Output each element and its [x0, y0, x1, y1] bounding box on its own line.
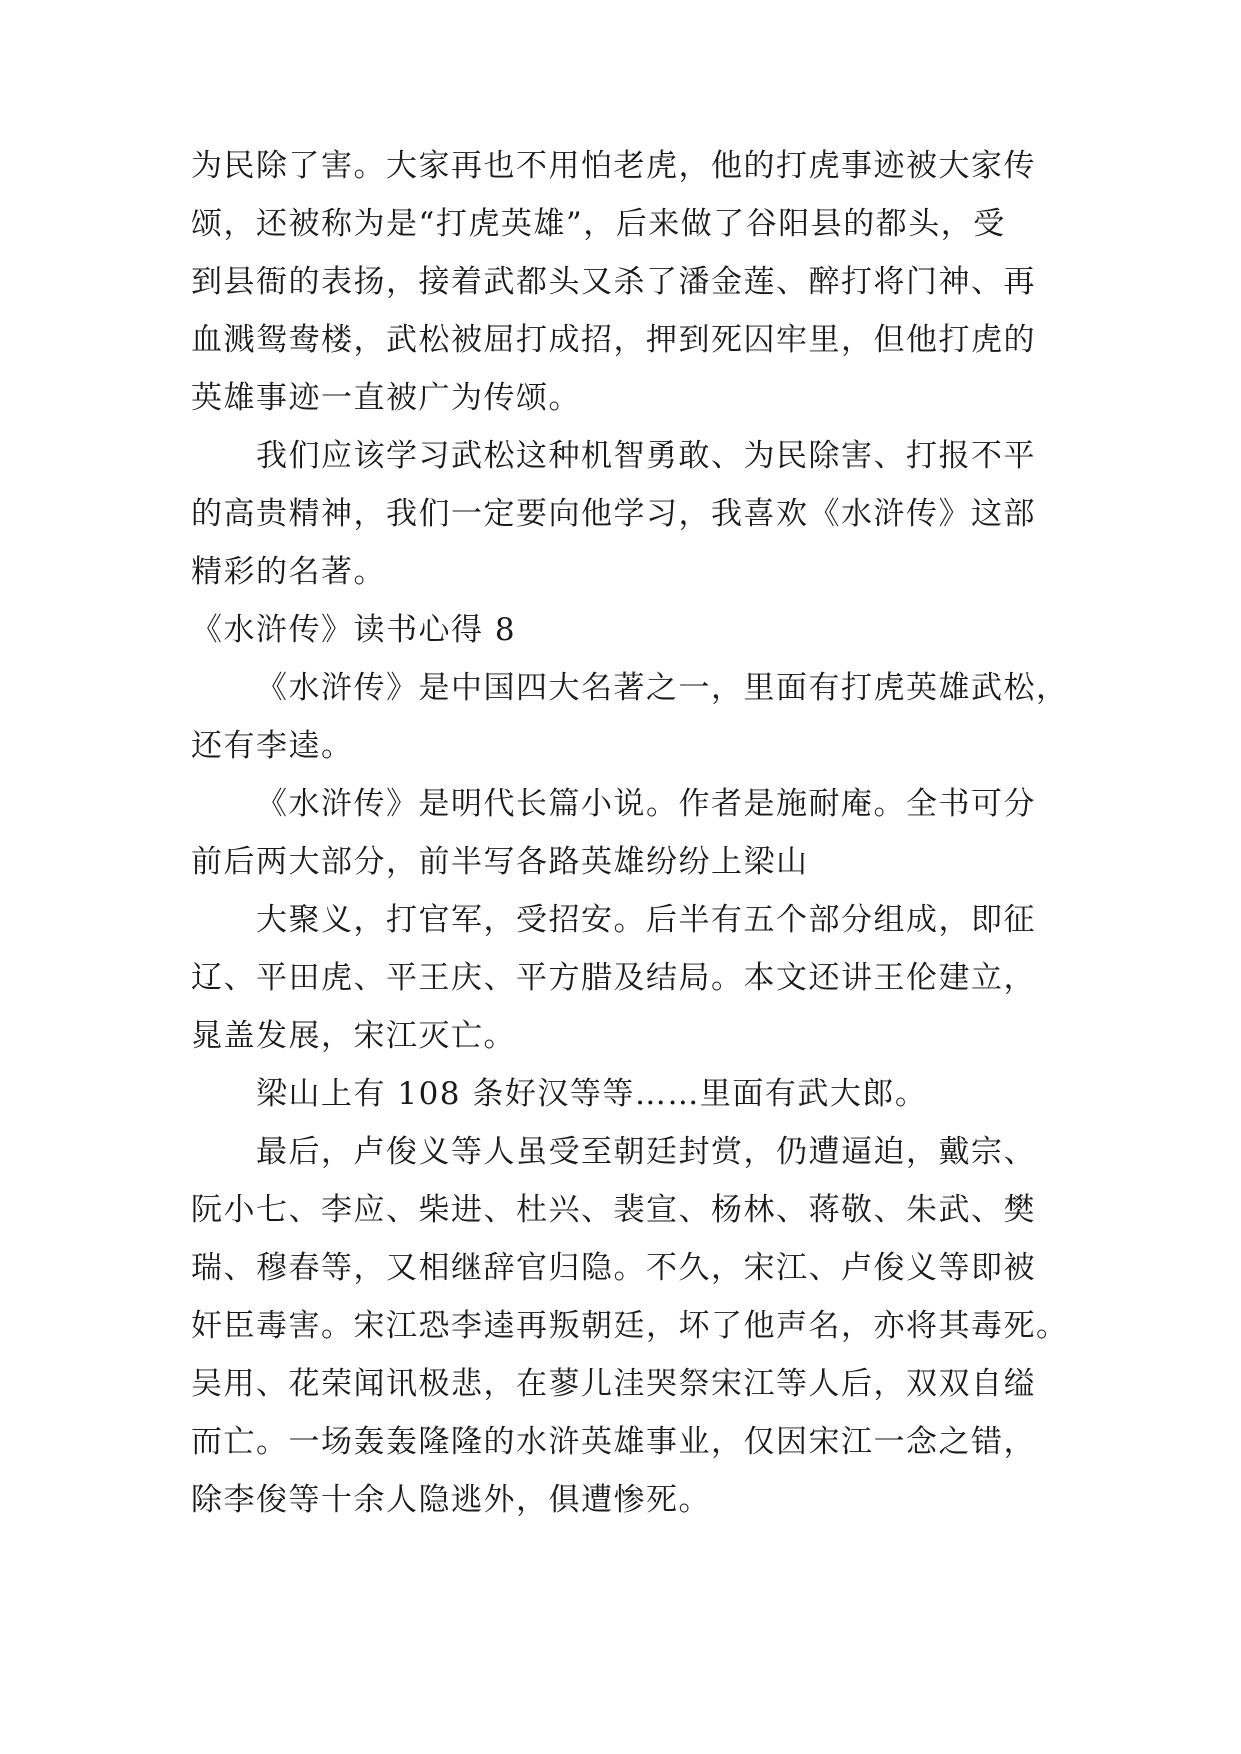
text-line: 瑞、穆春等，又相继辞官归隐。不久，宋江、卢俊义等即被 [191, 1250, 1036, 1286]
text-line: 精彩的名著。 [191, 554, 386, 590]
paragraph-start-line: 《水浒传》是中国四大名著之一，里面有打虎英雄武松， [256, 670, 1069, 706]
text-line: 前后两大部分，前半写各路英雄纷纷上梁山 [191, 844, 809, 880]
text-line: 还有李逵。 [191, 728, 354, 764]
text-line: 吴用、花荣闻讯极悲，在蓼儿洼哭祭宋江等人后，双双自缢 [191, 1366, 1036, 1402]
section-heading: 《水浒传》读书心得 8 [191, 612, 517, 648]
text-line: 晁盖发展，宋江灭亡。 [191, 1018, 516, 1054]
paragraph-start-line: 大聚义，打官军，受招安。后半有五个部分组成，即征 [256, 902, 1036, 938]
text-line: 奸臣毒害。宋江恐李逵再叛朝廷，坏了他声名，亦将其毒死。 [191, 1308, 1069, 1344]
text-line: 颂，还被称为是“打虎英雄”，后来做了谷阳县的都头，受 [191, 206, 1006, 242]
text-line: 英雄事迹一直被广为传颂。 [191, 380, 581, 416]
paragraph-start-line: 最后，卢俊义等人虽受至朝廷封赏，仍遭逼迫，戴宗、 [256, 1134, 1036, 1170]
text-line: 为民除了害。大家再也不用怕老虎，他的打虎事迹被大家传 [191, 148, 1036, 184]
paragraph-start-line: 《水浒传》是明代长篇小说。作者是施耐庵。全书可分 [256, 786, 1036, 822]
text-line: 的高贵精神，我们一定要向他学习，我喜欢《水浒传》这部 [191, 496, 1036, 532]
paragraph-start-line: 我们应该学习武松这种机智勇敢、为民除害、打报不平 [256, 438, 1036, 474]
text-line: 而亡。一场轰轰隆隆的水浒英雄事业，仅因宋江一念之错， [191, 1424, 1036, 1460]
text-line: 到县衙的表扬，接着武都头又杀了潘金莲、醉打将门神、再 [191, 264, 1036, 300]
text-line: 阮小七、李应、柴进、杜兴、裴宣、杨林、蒋敬、朱武、樊 [191, 1192, 1036, 1228]
text-line: 辽、平田虎、平王庆、平方腊及结局。本文还讲王伦建立， [191, 960, 1036, 996]
text-line: 除李俊等十余人隐逃外，俱遭惨死。 [191, 1482, 711, 1518]
text-line: 血溅鸳鸯楼，武松被屈打成招，押到死囚牢里，但他打虎的 [191, 322, 1036, 358]
paragraph-start-line: 梁山上有 108 条好汉等等……里面有武大郎。 [256, 1076, 928, 1112]
